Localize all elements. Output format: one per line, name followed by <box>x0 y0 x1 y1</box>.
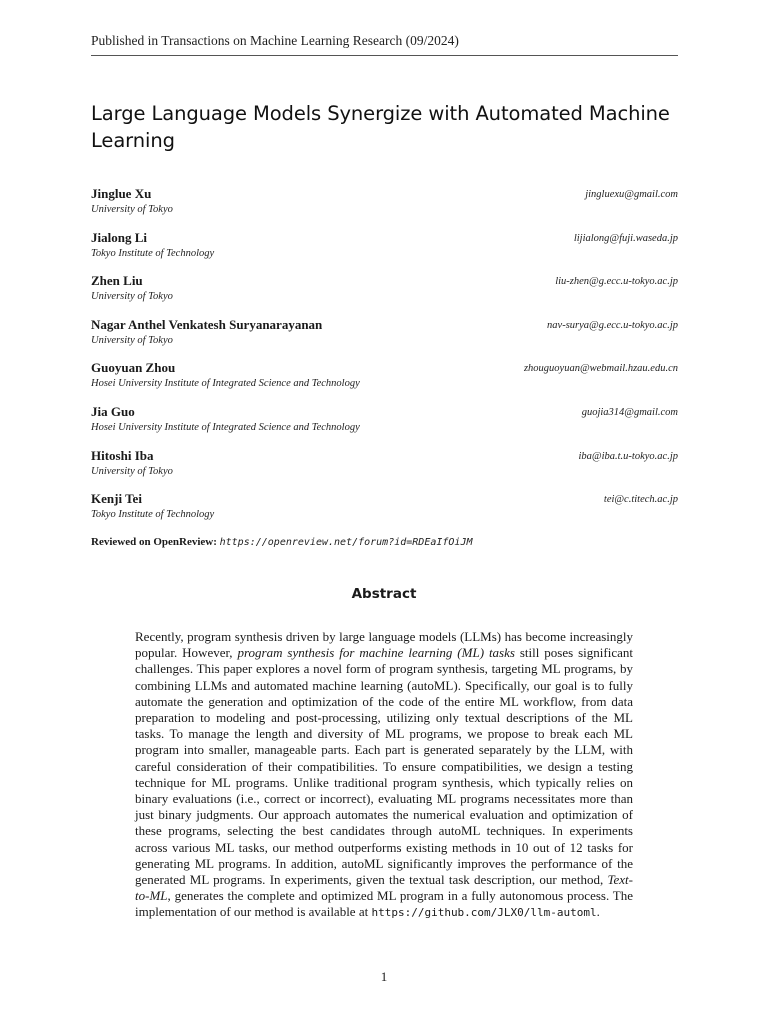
author-block <box>91 448 678 492</box>
author-affiliation: University of Tokyo <box>91 465 173 477</box>
author-block <box>91 404 678 448</box>
author-email: liu-zhen@g.ecc.u-tokyo.ac.jp <box>555 276 678 288</box>
author-affiliation: University of Tokyo <box>91 204 173 215</box>
author-block <box>91 491 678 535</box>
reviewed-on-openreview <box>91 535 473 550</box>
author-name: Guoyuan Zhou <box>91 360 176 376</box>
journal-header-text: Published in Transactions on Machine Learning Research (09/2024) <box>91 33 459 48</box>
author-email: lijialong@fuji.waseda.jp <box>573 232 678 244</box>
author-name: Jinglue Xu <box>91 186 152 201</box>
author-block <box>91 230 678 274</box>
author-affiliation: University of Tokyo <box>91 334 173 346</box>
author-block <box>91 317 678 361</box>
abstract-text: Recently, program synthesis driven by large language models (LLMs) has become increasingly popular. However, <box>135 629 633 661</box>
author-affiliation: Tokyo Institute of Technology <box>91 247 215 259</box>
author-email: jingluexu@gmail.com <box>585 189 678 200</box>
author-name: Kenji Tei <box>91 491 142 507</box>
abstract-body <box>135 629 633 922</box>
author-name: Jia Guo <box>91 403 135 419</box>
author-affiliation: University of Tokyo <box>91 291 173 303</box>
author-name: Jialong Li <box>91 229 147 245</box>
author-email: iba@iba.t.u-tokyo.ac.jp <box>578 450 678 462</box>
author-name: Hitoshi Iba <box>91 447 154 463</box>
author-block <box>91 360 678 404</box>
author-list <box>91 186 678 535</box>
author-email: nav-surya@g.ecc.u-tokyo.ac.jp <box>547 319 678 331</box>
author-affiliation: Hosei University Institute of Integrated Science and Technology <box>91 421 360 433</box>
abstract-emphasis: program synthesis for machine learning (ML) tasks <box>237 645 515 661</box>
abstract-heading: Abstract <box>351 586 417 602</box>
paper-title: Large Language Models Synergize with Automated Machine Learning <box>91 102 670 152</box>
page-number: 1 <box>380 969 388 984</box>
abstract-emphasis: Text-to-ML <box>135 872 633 904</box>
journal-header <box>91 33 678 56</box>
author-affiliation: Tokyo Institute of Technology <box>91 509 215 521</box>
author-email: guojia314@gmail.com <box>581 406 678 418</box>
abstract-text: . <box>596 904 600 920</box>
author-email: zhouguoyuan@webmail.hzau.edu.cn <box>523 363 678 375</box>
github-link[interactable]: https://github.com/JLX0/llm-automl <box>371 906 597 920</box>
abstract-text: , generates the complete and optimized ML program in a fully autonomous process. The implementation of our method is available at <box>135 888 633 920</box>
reviewed-label: Reviewed on OpenReview: <box>91 536 217 548</box>
abstract-text: still poses significant challenges. This paper explores a novel form of program synthesis, targeting ML programs, by combining LLMs and automated machine learning (autoML). Specifically, our goal is to fully automate the generation and optimization of the code of the entire ML workflow, from data preparation to modeling and post-processing, utilizing only textual descriptions of the ML tasks. To manage the length and diversity of ML programs, we propose to break each ML program into smaller, manageable parts. Each part is generated separately by the LLM, with careful consideration of their compatibilities. To ensure compatibilities, we design a testing technique for ML programs. Unlike traditional program synthesis, which typically relies on binary evaluations (i.e., correct or incorrect), evaluating ML programs necessitates more than just binary judgments. Our approach automates the numerical evaluation and optimization of these programs, selecting the best candidates through autoML techniques. In experiments across various ML tasks, our method outperforms existing methods in 10 out of 12 tasks for generating ML programs. In addition, autoML significantly improves the performance of the generated ML programs. In experiments, given the textual task description, our method, <box>135 645 633 888</box>
author-name: Zhen Liu <box>91 273 143 289</box>
author-affiliation: Hosei University Institute of Integrated Science and Technology <box>91 378 360 390</box>
author-email: tei@c.titech.ac.jp <box>603 494 678 506</box>
author-block <box>91 186 678 230</box>
author-block <box>91 273 678 317</box>
author-name: Nagar Anthel Venkatesh Suryanarayanan <box>91 316 323 332</box>
openreview-link[interactable]: https://openreview.net/forum?id=RDEaIfOiJM <box>219 537 473 548</box>
